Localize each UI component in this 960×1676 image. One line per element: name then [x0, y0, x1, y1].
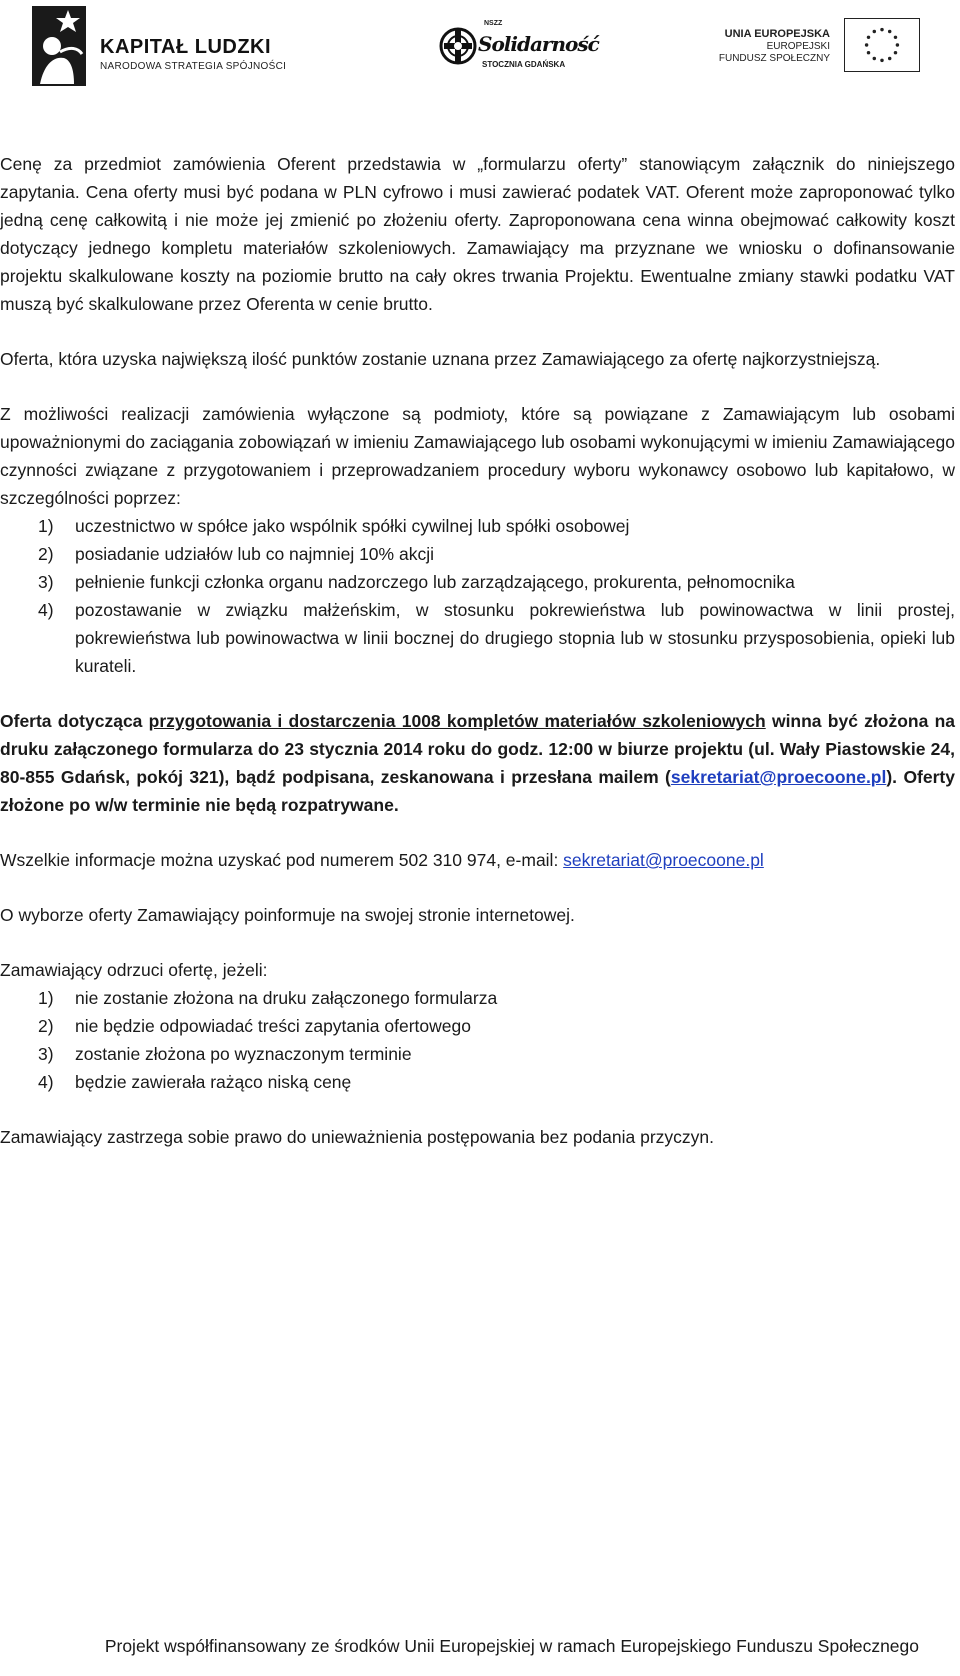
exclusion-paragraph: Z możliwości realizacji zamówienia wyłączone są podmioty, które są powiązane z Zamawiającym lub osobami upoważnionymi do zaciągania zobowiązań w imieniu Zamawiającego lub osobami wykonującymi w imieniu Zamawiającego czynności związane z przygotowaniem i przeprowadzaniem procedury wyboru wykonawcy osobowo lub kapitałowo, w szczególności poprzez: — [0, 404, 955, 508]
unia-europejska-text — [719, 28, 830, 65]
kapital-ludzki-emblem-icon — [30, 6, 88, 86]
kapital-ludzki-title: KAPITAŁ LUDZKI — [100, 36, 272, 58]
kapital-ludzki-logo — [30, 6, 290, 86]
document-body — [0, 150, 955, 1178]
list-item-text: zostanie złożona po wyznaczonym terminie — [75, 1044, 412, 1064]
solidarnosc-subtitle: STOCZNIA GDAŃSKA — [482, 60, 566, 69]
exclusion-list — [0, 512, 955, 680]
solidarnosc-logo — [438, 20, 599, 72]
list-item — [0, 568, 955, 596]
list-item-text: posiadanie udziałów lub co najmniej 10% akcji — [75, 544, 434, 564]
kapital-ludzki-subtitle: NARODOWA STRATEGIA SPÓJNOŚCI — [100, 61, 287, 72]
list-number: 4) — [38, 1072, 54, 1092]
contact-text: Wszelkie informacje można uzyskać pod numerem 502 310 974, e-mail: — [0, 850, 564, 870]
ue-line-3: FUNDUSZ SPOŁECZNY — [718, 53, 830, 64]
list-item-text: nie będzie odpowiadać treści zapytania ofertowego — [75, 1016, 471, 1036]
ue-line-1: UNIA EUROPEJSKA — [724, 28, 830, 40]
list-item — [0, 1012, 955, 1040]
list-number: 4) — [38, 600, 54, 620]
solidarnosc-nszz-label: NSZZ — [484, 20, 503, 27]
list-number: 2) — [38, 1016, 54, 1036]
rejection-paragraph: Zamawiający odrzuci ofertę, jeżeli: — [0, 960, 268, 980]
submission-subject: przygotowania i dostarczenia 1008 kompletów materiałów szkoleniowych — [148, 711, 766, 731]
submission-paragraph — [0, 707, 955, 819]
list-item — [0, 596, 955, 680]
ue-line-2: EUROPEJSKI — [766, 41, 830, 52]
list-item-text: pozostawanie w związku małżeńskim, w stosunku pokrewieństwa lub powinowactwa w linii prostej, pokrewieństwa lub powinowactwa w linii bocznej do drugiego stopnia lub w stosunku przysposobienia, opieki lub kurateli. — [75, 600, 955, 676]
unia-europejska-logo — [716, 18, 920, 74]
rejection-list — [0, 984, 955, 1096]
price-paragraph: Cenę za przedmiot zamówienia Oferent przedstawia w „formularzu oferty” stanowiącym załącznik do niniejszego zapytania. Cena oferty musi być podana w PLN cyfrowo i musi zawierać podatek VAT. Oferent może zaproponować tylko jedną cenę całkowitą i nie może jej zmienić po złożeniu oferty. Zaproponowana cena winna obejmować całkowity koszt dotyczący jednego kompletu materiałów szkoleniowych. Zamawiający ma przyznane we wniosku o dofinansowanie projektu skalkulowane koszty na poziomie brutto na cały okres trwania Projektu. Ewentualne zmiany stawki podatku VAT muszą być skalkulowane przez Oferenta w cenie brutto. — [0, 154, 955, 314]
contact-paragraph — [0, 846, 955, 874]
list-item-text: pełnienie funkcji członka organu nadzorczego lub zarządzającego, prokurenta, pełnomocnika — [75, 572, 795, 592]
list-item-text: nie zostanie złożona na druku załączonego formularza — [75, 988, 498, 1008]
list-number: 3) — [38, 1044, 54, 1064]
list-number: 2) — [38, 544, 54, 564]
list-item — [0, 984, 955, 1012]
contact-email-link[interactable]: sekretariat@proecoone.pl — [563, 850, 764, 870]
list-number: 1) — [38, 988, 54, 1008]
list-number: 3) — [38, 572, 54, 592]
solidarnosc-wordmark: Solidarność — [478, 32, 599, 56]
submission-text-c: ). Oferty złożone po w/w terminie nie będą rozpatrywane. — [0, 767, 955, 815]
list-item-text: będzie zawierała rażąco niską cenę — [75, 1072, 352, 1092]
page-header — [0, 0, 960, 100]
best-offer-paragraph: Oferta, która uzyska największą ilość punktów zostanie uznana przez Zamawiającego za ofertę najkorzystniejszą. — [0, 349, 881, 369]
submission-text-b: winna być złożona na druku załączonego formularza do 23 stycznia 2014 roku do godz. 12:00 w biurze projektu (ul. Wały Piastowskie 24, 80-855 Gdańsk, pokój 321), bądź podpisana, zeskanowana i przesłana mailem ( — [0, 711, 956, 787]
cancellation-paragraph: Zamawiający zastrzega sobie prawo do unieważnienia postępowania bez podania przyczyn. — [0, 1127, 715, 1147]
submission-text-a: Oferta dotycząca — [0, 711, 149, 731]
list-item-text: uczestnictwo w spółce jako wspólnik spółki cywilnej lub spółki osobowej — [75, 516, 630, 536]
submission-email-link[interactable]: sekretariat@proecoone.pl — [670, 767, 887, 787]
website-paragraph: O wyborze oferty Zamawiający poinformuje na swojej stronie internetowej. — [0, 905, 575, 925]
list-item — [0, 540, 955, 568]
page-footer: Projekt współfinansowany ze środków Unii Europejskiej w ramach Europejskiego Funduszu Społecznego — [104, 1636, 919, 1656]
solidarnosc-emblem-icon — [438, 22, 478, 70]
list-number: 1) — [38, 516, 54, 536]
list-item — [0, 1040, 955, 1068]
list-item — [0, 1068, 955, 1096]
eu-flag-icon — [844, 18, 920, 72]
list-item — [0, 512, 955, 540]
